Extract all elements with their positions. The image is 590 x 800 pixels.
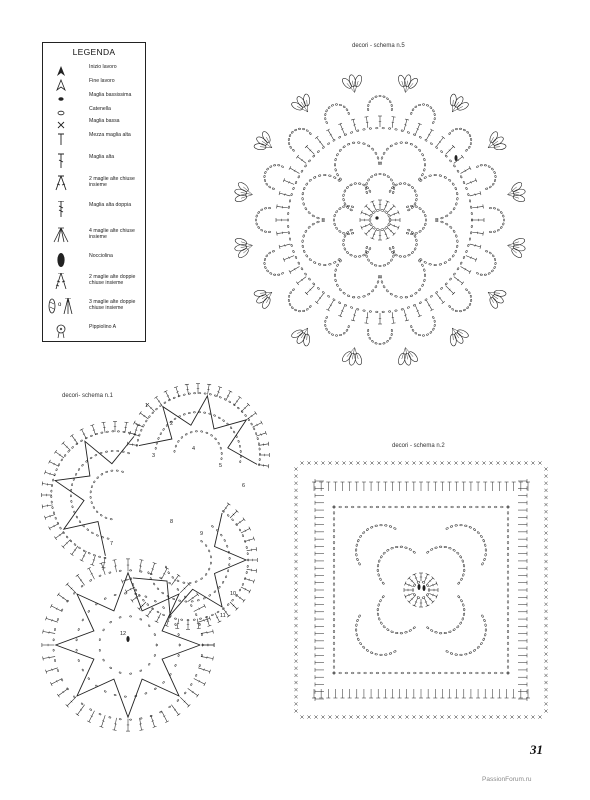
row-number: 2 (170, 421, 174, 427)
legend-label: 2 maglie alte chiuse insieme (89, 176, 135, 188)
legend-label: Catenella (89, 106, 111, 112)
legend-label: Nocciolina (89, 253, 113, 259)
row-number: 11 (220, 613, 226, 619)
scheme5-title: decori - schema n.5 (352, 43, 405, 49)
legend-label: Fine lavoro (89, 78, 115, 84)
scheme5-diagram (225, 55, 535, 385)
page-number: 31 (530, 742, 543, 757)
row-number: 8 (170, 519, 174, 525)
legend-row (43, 227, 145, 243)
legend-label: Maglia bassa (89, 118, 120, 124)
watermark: PassionForum.ru (482, 776, 532, 783)
legend-label: Maglia bassissima (89, 92, 132, 98)
treble-icon (47, 201, 75, 217)
legend-row (43, 201, 145, 217)
legend-label: Maglia alta (89, 154, 115, 160)
legend-row (43, 252, 145, 268)
legend-label: Maglia alta doppia (89, 202, 132, 208)
legend-title: LEGENDA (72, 47, 116, 57)
legend-label: 2 maglie alte doppie chiuse insieme (89, 274, 136, 286)
dc4tog-icon (47, 227, 75, 243)
legend-row (43, 273, 145, 289)
tr3tog-icon (47, 298, 75, 314)
legend-between-label: o (58, 302, 62, 308)
legend-row (43, 323, 145, 339)
row-number: 3 (152, 453, 156, 459)
row-number: 1 (145, 403, 149, 409)
row-number: 5 (219, 463, 223, 469)
double-crochet-icon (47, 153, 75, 169)
legend-label: 4 maglie alte chiuse insieme (89, 228, 135, 240)
legend-row (43, 298, 145, 314)
row-number: 6 (242, 483, 246, 489)
scheme2-title: decori - schema n.2 (392, 443, 445, 449)
row-number: 4 (192, 446, 196, 452)
legend-label: Mezza maglia alta (89, 132, 131, 138)
picot-icon (47, 323, 75, 339)
row-number: 12 (120, 631, 127, 637)
legend-label: Inizio lavoro (89, 64, 117, 70)
half-double-icon (47, 131, 75, 147)
legend-box (42, 42, 146, 342)
row-number: 7 (110, 541, 114, 547)
row-number: 9 (200, 531, 204, 537)
scheme1-title: decori- schema n.1 (62, 393, 114, 399)
tr2tog-icon (47, 273, 75, 289)
legend-label: 3 maglie alte doppie chiuse insieme (89, 299, 136, 311)
row-number: 10 (230, 591, 237, 597)
scheme1-diagram (20, 345, 310, 740)
legend-row (43, 131, 145, 147)
scheme2-diagram (290, 455, 552, 723)
legend-label: Pippiolino A (89, 324, 117, 330)
legend-row (43, 175, 145, 191)
dc2tog-icon (47, 175, 75, 191)
legend-row (43, 153, 145, 169)
bobble-icon (47, 252, 75, 268)
